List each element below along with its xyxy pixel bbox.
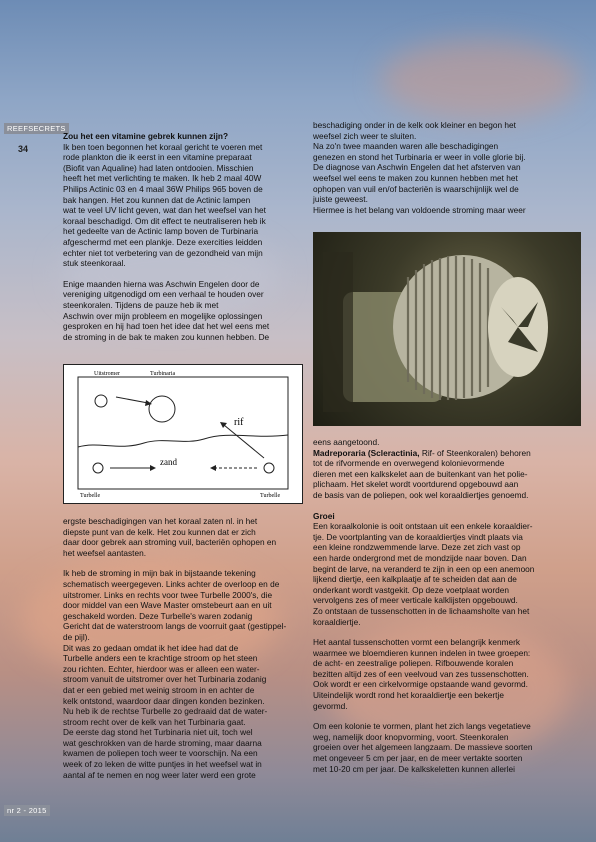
intro-line: eens aangetoond. <box>313 437 380 447</box>
text-line: week of zo leken de witte puntjes in het weefsel wat in <box>63 759 262 770</box>
text-line: vervolgens zes of meer verticale kalklijsten opgebouwd. <box>313 595 518 606</box>
turbelle-right-circle <box>264 463 274 473</box>
text-line: plichaam. Het skelet wordt voortdurend opgebouwd aan <box>313 479 519 490</box>
label-rif: rif <box>234 417 244 428</box>
turbinaria-circle <box>149 396 175 422</box>
text-line: Enige maanden hierna was Aschwin Engelen door de <box>63 278 260 289</box>
text-line: het weefsel aantasten. <box>63 547 147 558</box>
background-cloud <box>380 40 580 120</box>
column-2-top <box>313 120 581 215</box>
text-line: tot de rifvormende en overwegend kolonievormende <box>313 458 505 469</box>
arrow-right-head <box>210 465 216 471</box>
text-line: echter niet tot verbetering van de gezondheid van mijn <box>63 247 263 258</box>
text-line: Ik heb de stroming in mijn bak in bijstaande tekening <box>63 568 256 579</box>
text-line: zou richten. Echter, hierdoor was er alleen een water- <box>63 663 260 674</box>
text-line: Na zo'n twee maanden waren alle beschadigingen <box>313 141 499 152</box>
arrow-left-head <box>150 465 156 471</box>
text-line: de stroming in de bak te maken zou kunnen hebben. De <box>63 331 270 342</box>
text-line: kelk ontstond, waardoor daar dingen konden bezinken. <box>63 695 265 706</box>
text-line: een harde ondergrond met de mondzijde naar boven. Dan <box>313 552 527 563</box>
text-line: gesproken en hij had toen het idee dat het wel eens met <box>63 321 270 332</box>
text-line: weefsel wel eens te maken zou kunnen hebben met het <box>313 172 518 183</box>
diagram-svg <box>64 365 302 503</box>
pump-photo <box>313 232 581 426</box>
text-line: diepste punt van de kelk. Het zou kunnen dat er zich <box>63 526 256 537</box>
text-line: steenkoralen. Tijdens de pauze heb ik met <box>63 299 219 310</box>
text-line: heeft het met verlichting te maken. Ik heb 2 maal 40W <box>63 173 262 184</box>
text-line: het gedeelte van de Actinic lamp boven de Turbinaria <box>63 226 259 237</box>
text-line: Ik ben toen begonnen het koraal gericht te voeren met <box>63 141 263 152</box>
groei-heading: Groei <box>313 510 335 521</box>
text-line: (Biofit van Aqualine) had laten ontdooien. Misschien <box>63 162 254 173</box>
reef-line <box>78 435 288 447</box>
text-line: koraal beschadigd. Om dit effect te neutraliseren heb ik <box>63 215 266 226</box>
text-line: genezen en stond het Turbinaria er weer in volle glorie bij. <box>313 151 526 162</box>
text-line: onderkant wordt vastgekit. Op deze voetplaat worden <box>313 584 510 595</box>
madrepora-rest: Rif- of Steenkoralen) behoren <box>419 447 531 458</box>
page-number: 34 <box>18 144 29 154</box>
label-turbelle-right: Turbelle <box>260 493 281 499</box>
label-uitstromer: Uitstromer <box>94 371 120 377</box>
text-line: Hiermee is het belang van voldoende stroming maar weer <box>313 204 526 215</box>
text-line: Dit was zo gedaan omdat ik het idee had dat de <box>63 642 239 653</box>
label-turbelle-left: Turbelle <box>80 493 101 499</box>
text-line: Om een kolonie te vormen, plant het zich langs vegetatieve <box>313 721 531 732</box>
text-line: met 10-20 cm per jaar. De kalkskeletten kunnen allerlei <box>313 763 515 774</box>
text-line: Nu heb ik de rechtse Turbelle zo gedraaid dat de water- <box>63 706 268 717</box>
text-line: bak hangen. Het zou kunnen dat de Actinic lampen <box>63 194 251 205</box>
text-line: De eerste dag stond het Turbinaria niet uit, toch wel <box>63 727 253 738</box>
arrow-diagonal <box>224 425 264 458</box>
text-line: bezitten altijd zes of een veelvoud van zes tussenschotten. <box>313 668 529 679</box>
text-line: kwamen de poliepen toch weer te voorschijn. Na een <box>63 748 258 759</box>
text-line: de basis van de poliepen, ook wel koraaldiertjes genoemd. <box>313 489 529 500</box>
text-line: dieren met een kalkskelet aan de buitenkant van het polie- <box>313 468 528 479</box>
text-line: De diagnose van Aschwin Engelen dat het afsterven van <box>313 162 521 173</box>
text-line: Philips Actinic 03 en 4 maal 36W Philips 965 boven de <box>63 183 263 194</box>
text-line: Ook wordt er een cirkelvormige opstaande wand gevormd. <box>313 679 528 690</box>
text-line: lijkend diertje, een kalkplaatje af te scheiden dat aan de <box>313 574 517 585</box>
text-line: wat geschrokken van de harde stroming, maar daarna <box>63 737 262 748</box>
text-line: rode plankton die ik eerst in een vitamine preparaat <box>63 152 252 163</box>
text-line: wat te veel UV licht geven, wat dan het weefsel van het <box>63 205 266 216</box>
text-line: koraaldiertje. <box>313 616 361 627</box>
turbelle-left-circle <box>93 463 103 473</box>
column-1-top <box>63 131 303 342</box>
label-zand: zand <box>160 457 177 467</box>
text-line: stuk steenkoraal. <box>63 258 126 269</box>
text-line: aantal af te nemen en nog weer later werd een grote <box>63 769 256 780</box>
madrepora-first-line <box>313 448 581 459</box>
text-line: de acht- en zeestralige poliepen. Rifbouwende koralen <box>313 658 514 669</box>
text-line: Een koraalkolonie is ooit ontstaan uit een enkele koraaldier- <box>313 521 533 532</box>
arrow-top <box>116 397 148 403</box>
text-line: stroom recht over de kelk van het Turbinaria gaat. <box>63 716 246 727</box>
magazine-tag: REEFSECRETS <box>4 123 69 134</box>
text-line: begint de larve, na veranderd te zijn in een op een anemoon <box>313 563 535 574</box>
text-line: tje. De voortplanting van de koraaldiertjes vindt plaats via <box>313 531 523 542</box>
text-line: uitstromer. Links en rechts voor twee Turbelle 2000's, die <box>63 589 273 600</box>
text-line: juiste geweest. <box>313 194 368 205</box>
column-1-bottom <box>63 516 303 780</box>
issue-tag: nr 2 - 2015 <box>4 805 50 816</box>
text-line: Het aantal tussenschotten vormt een belangrijk kenmerk <box>313 637 521 648</box>
text-line: beschadiging onder in de kelk ook kleiner en begon het <box>313 120 516 130</box>
text-line: gevormd. <box>313 700 348 711</box>
text-line: geschakeld worden. Deze Turbelle's waren zodanig <box>63 610 253 621</box>
pump-illustration <box>313 232 581 426</box>
text-line: weg, namelijk door knopvorming, voort. Steenkoralen <box>313 731 509 742</box>
text-line: Uiteindelijk wordt rond het koraaldiertje een bekertje <box>313 690 504 701</box>
text-line: door middel van een Wave Master omstebeurt aan en uit <box>63 600 272 611</box>
text-line: waarmee we bloemdieren kunnen indelen in twee groepen: <box>313 647 531 658</box>
text-line: Turbelle anders een te krachtige stroom op het steen <box>63 653 258 664</box>
text-line: schematisch weergegeven. Links achter de overloop en de <box>63 578 280 589</box>
text-line: weefsel zich weer te sluiten. <box>313 130 417 141</box>
text-line: dat er een gebied met weinig stroom in en achter de <box>63 684 255 695</box>
text-line: stroom vanuit de uitstromer over het Turbinaria zodanig <box>63 674 267 685</box>
madrepora-term: Madreporaria (Scleractinia, <box>313 447 420 458</box>
current-flow-diagram <box>63 364 303 504</box>
section-heading: Zou het een vitamine gebrek kunnen zijn? <box>63 131 229 141</box>
text-line: de pijl). <box>63 631 90 642</box>
text-line: ergste beschadigingen van het koraal zaten nl. in het <box>63 516 258 526</box>
text-line: vereniging uitgenodigd om een verhaal te houden over <box>63 289 264 300</box>
text-line: groeien over het algemeen langzaam. De massieve soorten <box>313 742 533 753</box>
text-line: ophopen van vuil en/of bacteriën is waarschijnlijk wel de <box>313 183 519 194</box>
text-line: daar door gebrek aan stroming vuil, bacteriën ophopen en <box>63 537 277 548</box>
text-line: Gericht dat de waterstroom langs de voorruit gaat (gestippel- <box>63 621 287 632</box>
text-line: Aschwin over mijn probleem en mogelijke oplossingen <box>63 310 263 321</box>
text-line: een kleine rondzwemmende larve. Deze zet zich vast op <box>313 542 521 553</box>
outflow-circle <box>95 395 107 407</box>
text-line: Zo ontstaan de tussenschotten in de lichaamsholte van het <box>313 605 530 616</box>
text-line: met ongeveer 5 cm per jaar, en de meer vertakte soorten <box>313 753 523 764</box>
text-line: afgeschermd met een plankje. Deze exercities leidden <box>63 236 263 247</box>
column-2-bottom <box>313 437 581 774</box>
label-turbinaria: Turbinaria <box>150 371 176 377</box>
